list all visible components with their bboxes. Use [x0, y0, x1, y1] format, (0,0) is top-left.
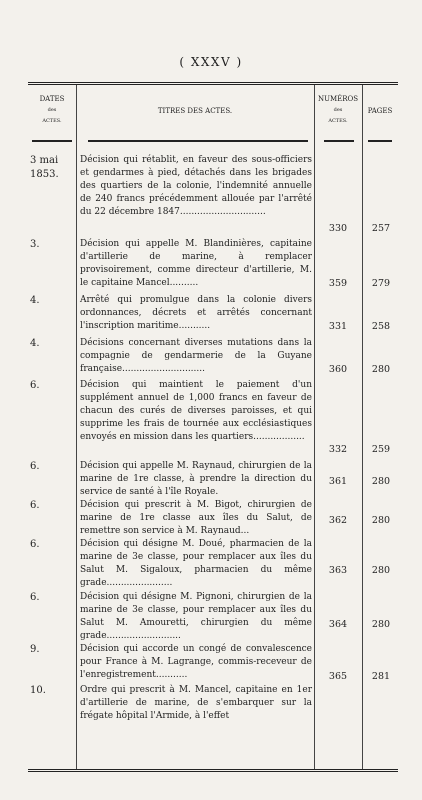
entry-title: Décision qui prescrit à M. Bigot, chirurgien de marine de 1re classe aux îles du Salut, de remettre son service à M. Raynaud...	[80, 500, 312, 536]
entry-number: 360	[328, 364, 348, 375]
entry-page: 280	[371, 476, 391, 487]
entry-number: 363	[328, 565, 348, 576]
entry-date: 6.	[30, 592, 40, 603]
entry-page: 257	[371, 223, 391, 234]
entry-date: 10.	[30, 685, 46, 696]
entry-number: 362	[328, 515, 348, 526]
table-bottom-rule	[28, 769, 398, 772]
acts-table	[28, 82, 398, 772]
entry-date: 3.	[30, 239, 40, 250]
entry-page: 280	[371, 619, 391, 630]
entry-title: Décision qui accorde un congé de convalescence pour France à M. Lagrange, commis-receveur de l'enregistrement...........	[80, 644, 312, 680]
entry-number: 330	[328, 223, 348, 234]
header-rule	[324, 140, 354, 142]
entry-date: 4.	[30, 295, 40, 306]
entry-number: 364	[328, 619, 348, 630]
column-divider	[314, 85, 315, 769]
entry-date: 6.	[30, 380, 40, 391]
entry-page: 280	[371, 515, 391, 526]
header-rule	[88, 140, 308, 142]
entry-number: 365	[328, 671, 348, 682]
entry-number: 331	[328, 321, 348, 332]
entry-title: Décision qui appelle M. Blandinières, capitaine d'artillerie de marine, à remplacer provisoirement, comme directeur d'artillerie, M. le capitaine Mancel..........	[80, 239, 312, 288]
entry-page: 280	[371, 565, 391, 576]
column-divider	[362, 85, 363, 769]
column-divider	[76, 85, 77, 769]
entry-date: 6.	[30, 500, 40, 511]
page-header: ( XXXV )	[179, 55, 243, 69]
entry-title: Décision qui appelle M. Raynaud, chirurgien de la marine de 1re classe, à prendre la direction du service de santé à l'île Royale.	[80, 461, 312, 497]
entry-title: Ordre qui prescrit à M. Mancel, capitaine en 1er d'artillerie de marine, de s'embarquer sur la frégate hôpital l'Armide, à l'effet	[80, 685, 312, 721]
entry-page: 280	[371, 364, 391, 375]
entry-date: 3 mai 1853.	[30, 155, 59, 180]
entry-number: 332	[328, 444, 348, 455]
header-rule	[32, 140, 72, 142]
entry-number: 359	[328, 278, 348, 289]
entry-date: 6.	[30, 461, 40, 472]
entry-title: Décision qui désigne M. Pignoni, chirurgien de la marine de 3e classe, pour remplacer aux îles du Salut M. Amouretti, chirurgien du même grade..........................	[80, 592, 312, 641]
entry-title: Décisions concernant diverses mutations dans la compagnie de gendarmerie de la Guyane française.............................	[80, 338, 312, 374]
entry-page: 279	[371, 278, 391, 289]
header-rule	[368, 140, 392, 142]
column-header-titles: TITRES DES ACTES.	[157, 107, 233, 115]
entry-title: Décision qui rétablit, en faveur des sous-officiers et gendarmes à pied, détachés dans les brigades des quartiers de la colonie, l'indemnité annuelle de 240 francs précédemment allouée par l'arrêté du 22 décembre 1847..............................	[80, 155, 312, 217]
column-header-dates: DATES des ACTES.	[39, 95, 65, 124]
entry-page: 259	[371, 444, 391, 455]
entry-date: 4.	[30, 338, 40, 349]
entry-page: 281	[371, 671, 391, 682]
entry-title: Décision qui désigne M. Doué, pharmacien de la marine de 3e classe, pour remplacer aux îles du Salut M. Sigaloux, pharmacien du même grade.......................	[80, 539, 312, 588]
entry-date: 9.	[30, 644, 40, 655]
column-header-numbers: NUMÉROS des ACTES.	[317, 95, 359, 124]
entry-page: 258	[371, 321, 391, 332]
table-top-rule	[28, 82, 398, 85]
entry-number: 361	[328, 476, 348, 487]
column-header-pages: PAGES	[367, 107, 393, 115]
entry-date: 6.	[30, 539, 40, 550]
entry-title: Arrêté qui promulgue dans la colonie divers ordonnances, décrets et arrêtés concernant l'inscription maritime...........	[80, 295, 312, 331]
entry-title: Décision qui maintient le paiement d'un supplément annuel de 1,000 francs en faveur de chacun des curés de diverses paroisses, et qui supprime les frais de tournée aux ecclésiastiques envoyés en mission dans les quartiers..................	[80, 380, 312, 442]
